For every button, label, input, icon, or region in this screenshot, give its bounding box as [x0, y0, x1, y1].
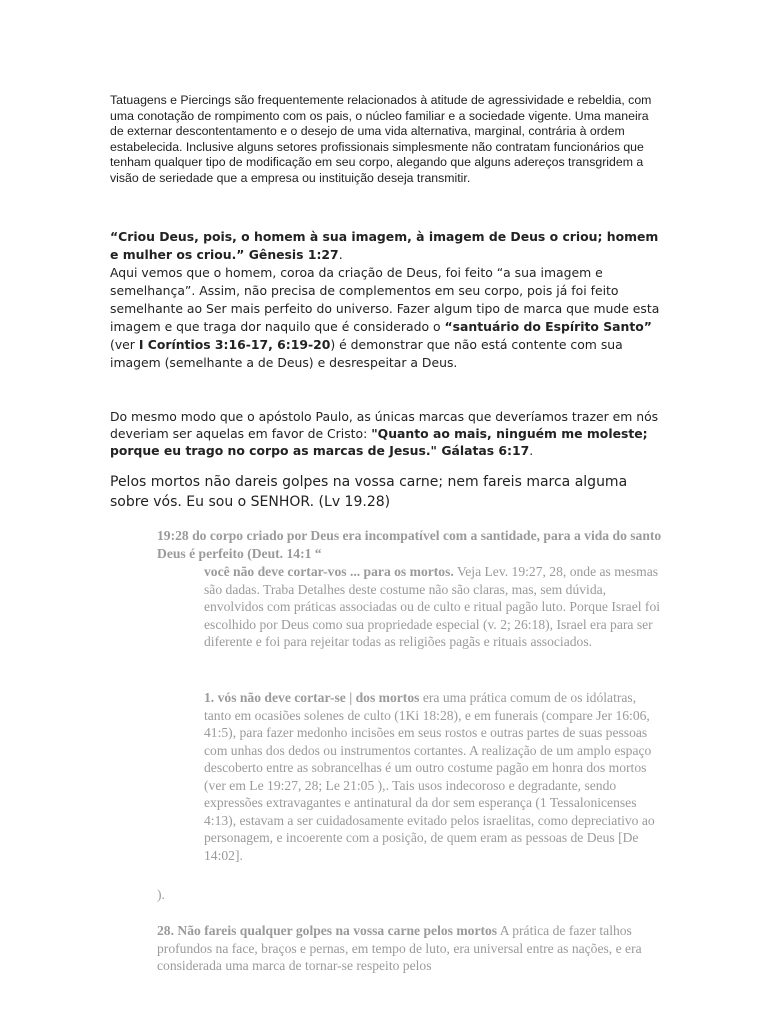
commentary-heading	[157, 527, 662, 562]
genesis-text-e: ) é demonstrar que não está contente com sua imagem (semelhante a de Deus) e desrespeitar a Deus.	[110, 337, 623, 370]
commentary-close: ).	[157, 887, 165, 902]
paulo-text-c: .	[529, 443, 534, 458]
genesis-quote-end: .	[338, 247, 343, 262]
corintios-ref: I Coríntios 3:16-17, 6:19-20	[138, 337, 331, 352]
commentary-paragraph-1	[204, 563, 666, 651]
commentary-paragraph-2	[204, 689, 666, 864]
commentary-p1-text: Veja Lev. 19:27, 28, onde as mesmas são dadas. Traba Detalhes deste costume não são claras, mas, sem dúvida, envolvidos com práticas associadas ou de culto e ritual pagão luto. Porque Israel foi escolhido por Deus como sua propriedade especial (v. 2; 26:18), Israel era para ser diferente e foi para rejeitar todas as religiões pagãs e rituais associados.	[204, 564, 661, 649]
genesis-text-a: Aqui vemos que o homem, coroa da criação de Deus, foi feito “a sua imagem e semelhança”. Assim, não precisa de complementos em seu corpo, pois já foi feito semelhante ao Ser mais perfeito do universo. Fazer algum tipo de marca que mude esta imagem e que traga dor naquilo que é considerado o	[110, 265, 660, 334]
paulo-text-a: Do mesmo modo que o apóstolo Paulo, as únicas marcas que deveríamos trazer em nós deveriam ser aquelas em favor de Cristo:	[110, 409, 659, 441]
commentary-p3-bold: 28. Não fareis qualquer golpes na vossa carne pelos mortos	[157, 923, 498, 938]
commentary-heading-text: 19:28 do corpo criado por Deus era incompatível com a santidade, para a vida do santo Deus é perfeito (Deut. 14:1 “	[157, 528, 662, 561]
intro-paragraph: Tatuagens e Piercings são frequentemente relacionados à atitude de agressividade e rebeldia, com uma conotação de rompimento com os pais, o núcleo familiar e a sociedade vigente. Uma maneira de externar descontentamento e o desejo de uma vida alternativa, marginal, contrária à ordem estabelecida. Inclusive alguns setores profissionais simplesmente não contratam funcionários que tenham qualquer tipo de modificação em seu corpo, alegando que alguns adereços transgridem a visão de seriedade que a empresa ou instituição deseja transmitir.	[110, 93, 652, 185]
genesis-text-c: (ver	[110, 337, 139, 352]
galatas-quote: "Quanto ao mais, ninguém me moleste; porque eu trago no corpo as marcas de Jesus." Gálatas 6:17	[110, 426, 648, 458]
santuario-bold: “santuário do Espírito Santo”	[444, 319, 652, 334]
commentary-p2-bold: 1. vós não deve cortar-se | dos mortos	[204, 690, 420, 705]
levitico-verse: Pelos mortos não dareis golpes na vossa carne; nem fareis marca alguma sobre vós. Eu sou o SENHOR. (Lv 19.28)	[110, 474, 628, 510]
commentary-paragraph-3	[157, 922, 662, 975]
commentary-p2-text: era uma prática comum de os idólatras, tanto em ocasiões solenes de culto (1Ki 18:28), e em funerais (compare Jer 16:06, 41:5), para fazer medonho incisões em seus rostos e outras partes de suas pessoas com unhas dos dedos ou instrumentos cortantes. A realização de um amplo espaço descoberto entre as sobrancelhas é um outro costume pagão em honra dos mortos (ver em Le 19:27, 28; Le 21:05 ),. Tais usos indecoroso e degradante, sendo expressões extravagantes e antinatural da dor sem esperança (1 Tessalonicenses 4:13), estavam a ser cuidadosamente evitado pelos israelitas, como depreciativo ao personagem, e incoerente com a posição, de quem eram as pessoas de Deus [De 14:02].	[204, 690, 655, 863]
genesis-section	[110, 228, 670, 372]
genesis-quote: “Criou Deus, pois, o homem à sua imagem, à imagem de Deus o criou; homem e mulher os criou.” Gênesis 1:27	[110, 229, 659, 262]
commentary-p1-bold: você não deve cortar-vos ... para os mortos.	[204, 564, 454, 579]
paulo-section	[110, 408, 670, 459]
commentary-p3-text: A prática de fazer talhos profundos na face, braços e pernas, em tempo de luto, era universal entre as nações, e era considerada uma marca de tornar-se respeito pelos	[157, 923, 642, 973]
